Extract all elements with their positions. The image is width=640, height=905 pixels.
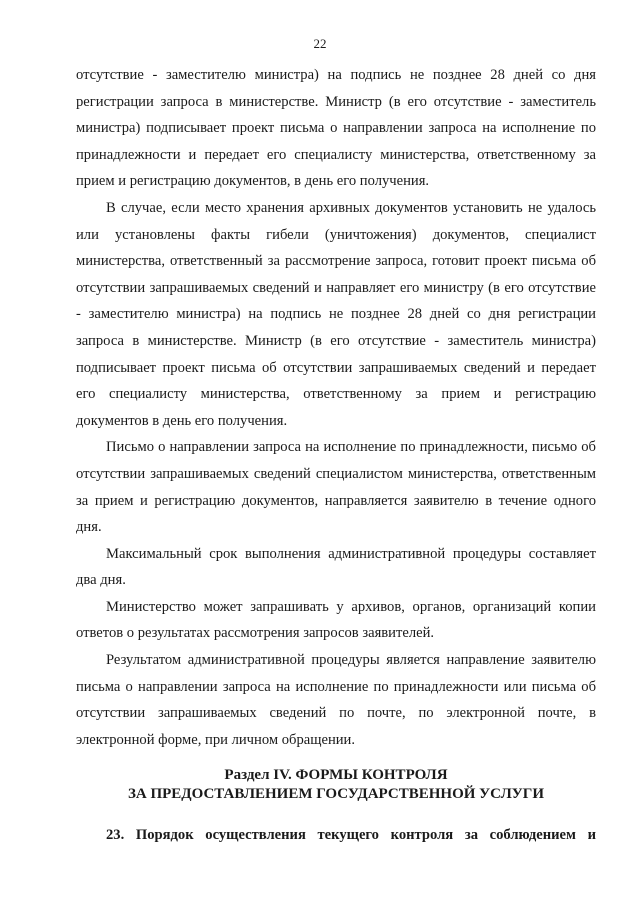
paragraph-continuation: отсутствие - заместителю министра) на подпись не позднее 28 дней со дня регистрации запроса в министерстве. Министр (в его отсутствие - заместитель министра) подписывает проект письма о направлении запроса на исполнение по принадлежности и передает его специалисту министерства, ответственному за прием и регистрацию документов, в день его получения.	[76, 67, 596, 190]
paragraph-max-duration: Максимальный срок выполнения административной процедуры составляет два дня.	[76, 545, 596, 589]
paragraph-ministry-requests: Министерство может запрашивать у архивов, органов, организаций копии ответов о результатах рассмотрения запросов заявителей.	[76, 598, 596, 642]
section-heading	[76, 766, 596, 804]
paragraph-archive-not-found: В случае, если место хранения архивных документов установить не удалось или установлены факты гибели (уничтожения) документов, специалист министерства, ответственный за рассмотрение запроса, готовит проект письма об отсутствии запрашиваемых сведений и направляет его министру (в его отсутствие - заместителю министра) на подпись не позднее 28 дней со дня регистрации запроса в министерстве. Министр (в его отсутствие - заместитель министра) подписывает проект письма об отсутствии запрашиваемых сведений и передает его специалисту министерства, ответственному за прием и регистрацию документов в день его получения.	[76, 199, 596, 429]
paragraph-letter-sending: Письмо о направлении запроса на исполнение по принадлежности, письмо об отсутствии запрашиваемых сведений специалистом министерства, ответственным за прием и регистрацию документов, направляется заявителю в течение одного дня.	[76, 439, 596, 536]
paragraph-procedure-result: Результатом административной процедуры является направление заявителю письма о направлении запроса на исполнение по принадлежности или письма об отсутствии запрашиваемых сведений по почте, по электронной почте, в электронной форме, при личном обращении.	[76, 652, 596, 748]
page-number: 22	[313, 36, 327, 51]
document-body	[76, 62, 596, 753]
section-heading-line-1: Раздел IV. ФОРМЫ КОНТРОЛЯ	[224, 767, 448, 783]
section-heading-line-2: ЗА ПРЕДОСТАВЛЕНИЕМ ГОСУДАРСТВЕННОЙ УСЛУГИ	[127, 786, 545, 802]
subsection-heading: 23. Порядок осуществления текущего контроля за соблюдением и	[106, 827, 596, 843]
